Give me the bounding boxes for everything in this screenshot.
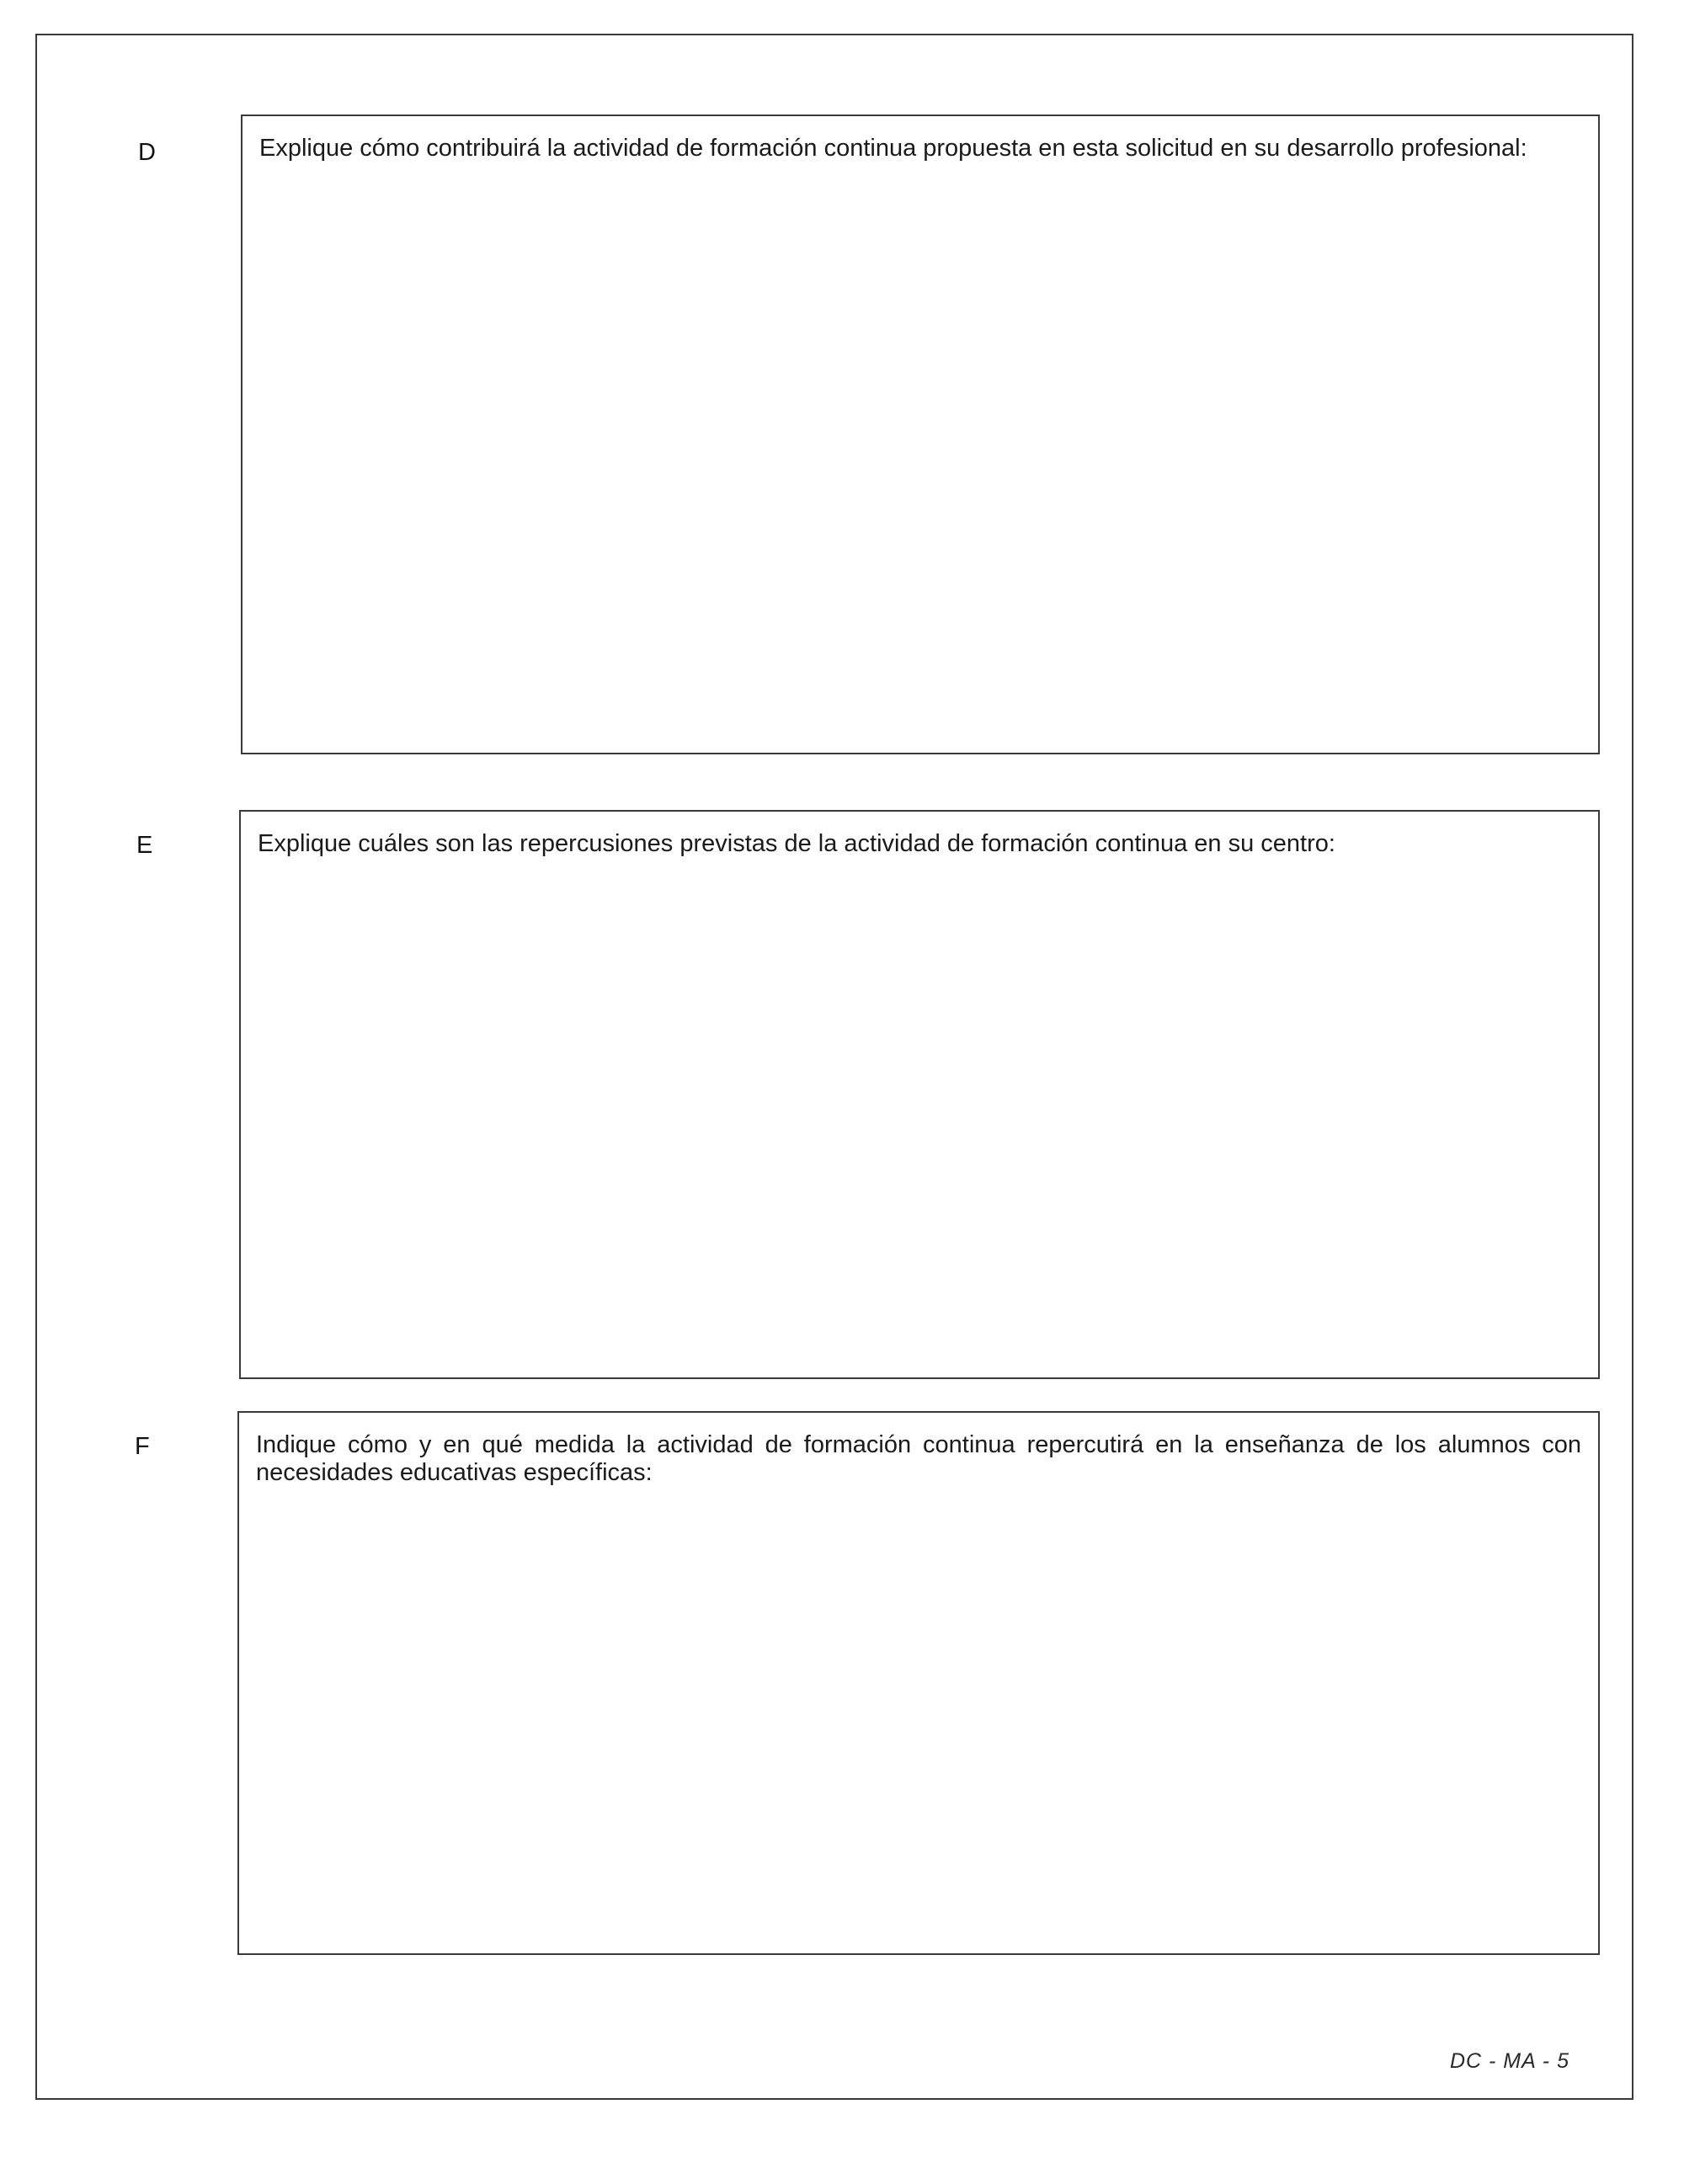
prompt-d: Explique cómo contribuirá la actividad de formación continua propuesta en esta solicitud en su desarrollo profesional: xyxy=(259,135,1527,162)
answer-box-e[interactable] xyxy=(239,810,1600,1379)
section-letter-f: F xyxy=(135,1433,150,1460)
prompt-e: Explique cuáles son las repercusiones previstas de la actividad de formación continua en su centro: xyxy=(258,830,1335,857)
answer-box-f[interactable] xyxy=(237,1411,1600,1955)
answer-area-d[interactable] xyxy=(242,209,1598,753)
answer-box-d[interactable] xyxy=(241,115,1600,754)
answer-area-e[interactable] xyxy=(241,871,1598,1377)
form-code: DC - MA - 5 xyxy=(1449,2049,1569,2073)
prompt-f: Indique cómo y en qué medida la actividad de formación continua repercutirá en la enseñanza de los alumnos con necesidades educativas específicas: xyxy=(256,1431,1581,1487)
section-letter-d: D xyxy=(138,139,156,166)
section-letter-e: E xyxy=(136,832,153,859)
answer-area-f[interactable] xyxy=(239,1505,1598,1953)
